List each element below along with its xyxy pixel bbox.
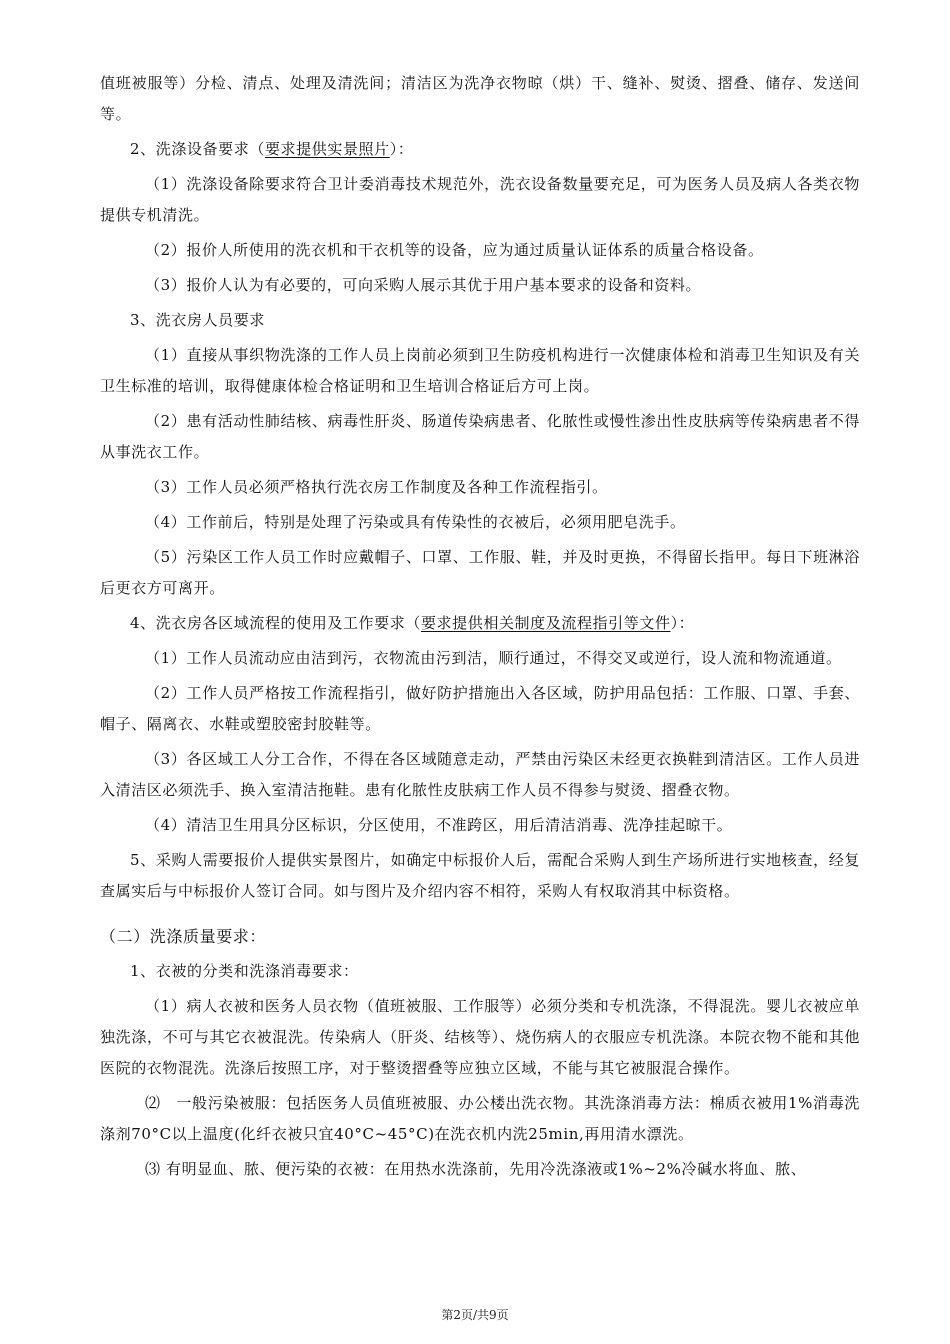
heading-staff-requirements: 3、洗衣房人员要求 (130, 311, 265, 329)
heading-classification: 1、衣被的分类和洗涤消毒要求： (130, 962, 359, 980)
heading-equipment-suffix: ）： (389, 140, 414, 158)
paragraph-classification-1: （1）病人衣被和医务人员衣物（值班被服、工作服等）必须分类和专机洗涤，不得混洗。婴儿衣被应单独洗涤，不可与其它衣被混洗。传染病人（肝炎、结核等）、烧伤病人的衣服应专机洗涤。本院衣物不能和其他医院的衣物混洗。洗涤后按照工序，对于整烫摺叠等应独立区域，不能与其它被服混合操作。 (100, 997, 860, 1077)
heading-equipment-prefix: 2、洗涤设备要求（ (130, 140, 265, 158)
heading-zone-workflow (100, 608, 860, 639)
note-documents-required: 要求提供相关制度及流程指引等文件 (420, 614, 671, 632)
paragraph-classification-2: ⑵ 一般污染被服：包括医务人员值班被服、办公楼出洗衣物。其洗涤消毒方法：棉质衣被用1%消毒洗涤剂70°C以上温度(化纤衣被只宜40°C~45°C)在洗衣机内洗25min,再用清水漂洗。 (100, 1094, 860, 1143)
paragraph-equipment-1: （1）洗涤设备除要求符合卫计委消毒技术规范外，洗衣设备数量要充足，可为医务人员及病人各类衣物提供专机清洗。 (100, 175, 860, 224)
paragraph-staff-4: （4）工作前后，特别是处理了污染或具有传染性的衣被后，必须用肥皂洗手。 (145, 513, 686, 531)
paragraph-zone-1: （1）工作人员流动应由洁到污，衣物流由污到洁，顺行通过，不得交叉或逆行，设人流和物流通道。 (145, 649, 842, 667)
paragraph-classification-3: ⑶ 有明显血、脓、便污染的衣被：在用热水洗涤前，先用冷洗涤液或1%~2%冷碱水将血、脓、 (145, 1160, 807, 1178)
note-photo-required: 要求提供实景照片 (264, 140, 390, 158)
paragraph-staff-1: （1）直接从事织物洗涤的工作人员上岗前必须到卫生防疫机构进行一次健康体检和消毒卫生知识及有关卫生标准的培训，取得健康体检合格证明和卫生培训合格证后方可上岗。 (100, 346, 860, 395)
heading-zone-suffix: ）： (670, 614, 695, 632)
paragraph-staff-3: （3）工作人员必须严格执行洗衣房工作制度及各种工作流程指引。 (145, 478, 608, 496)
paragraph-staff-2: （2）患有活动性肺结核、病毒性肝炎、肠道传染病患者、化脓性或慢性渗出性皮肤病等传染病患者不得从事洗衣工作。 (100, 412, 860, 461)
paragraph-zone-4: （4）清洁卫生用具分区标识，分区使用，不准跨区，用后清洁消毒、洗净挂起晾干。 (145, 816, 733, 834)
paragraph-equipment-3: （3）报价人认为有必要的，可向采购人展示其优于用户基本要求的设备和资料。 (145, 276, 702, 294)
paragraph-zone-description: 值班被服等）分检、清点、处理及清洗间；清洁区为洗净衣物晾（烘）干、缝补、熨烫、摺叠、储存、发送间等。 (100, 74, 860, 123)
paragraph-staff-5: （5）污染区工作人员工作时应戴帽子、口罩、工作服、鞋，并及时更换，不得留长指甲。每日下班淋浴后更衣方可离开。 (100, 548, 860, 597)
paragraph-site-verification: 5、采购人需要报价人提供实景图片，如确定中标报价人后，需配合采购人到生产场所进行实地核查，经复查属实后与中标报价人签订合同。如与图片及介绍内容不相符，采购人有权取消其中标资格。 (100, 851, 860, 900)
paragraph-equipment-2: （2）报价人所使用的洗衣机和干衣机等的设备，应为通过质量认证体系的质量合格设备。 (145, 241, 764, 259)
page-footer: 第2页/共9页 (441, 1308, 509, 1322)
paragraph-zone-3: （3）各区域工人分工合作，不得在各区域随意走动，严禁由污染区未经更衣换鞋到清洁区。工作人员进入清洁区必须洗手、换入室清洁拖鞋。患有化脓性皮肤病工作人员不得参与熨烫、摺叠衣物。 (100, 750, 860, 799)
document-body (100, 68, 860, 1189)
heading-equipment-requirements (100, 134, 860, 165)
heading-zone-prefix: 4、洗衣房各区域流程的使用及工作要求（ (130, 614, 421, 632)
paragraph-zone-2: （2）工作人员严格按工作流程指引，做好防护措施出入各区域，防护用品包括：工作服、口罩、手套、帽子、隔离衣、水鞋或塑胶密封胶鞋等。 (100, 684, 860, 733)
section-heading-quality: （二）洗涤质量要求： (100, 927, 267, 946)
